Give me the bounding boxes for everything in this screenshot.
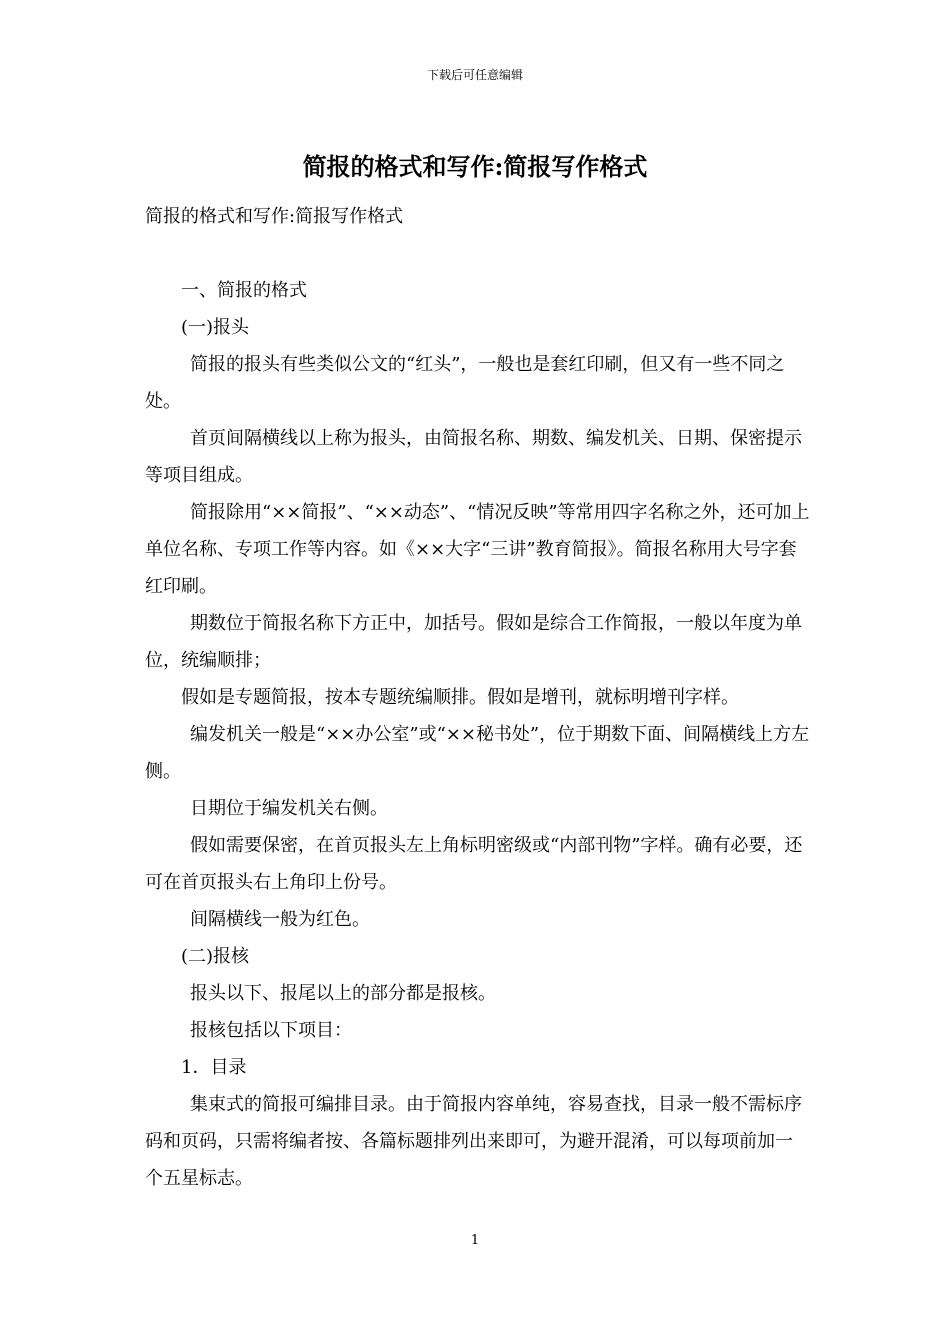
document-body <box>145 198 810 1197</box>
subsection-heading: (一)报头 <box>181 317 250 338</box>
body-paragraph: 期数位于简报名称下方正中，加括号。假如是综合工作简报，一般以年度为单位，统编顺排； <box>145 613 802 671</box>
body-paragraph: 简报除用“××简报”、“××动态”、“情况反映”等常用四字名称之外，还可加上单位名称、专项工作等内容。如《××大字“三讲”教育简报》。简报名称用大号字套红印刷。 <box>145 502 810 597</box>
body-paragraph: 首页间隔横线以上称为报头，由简报名称、期数、编发机关、日期、保密提示等项目组成。 <box>145 428 802 486</box>
subsection-heading: (二)报核 <box>181 946 250 967</box>
body-paragraph: 报头以下、报尾以上的部分都是报核。 <box>190 983 496 1004</box>
section-heading: 一、简报的格式 <box>181 280 307 301</box>
body-paragraph: 日期位于编发机关右侧。 <box>190 798 388 819</box>
document-subtitle: 简报的格式和写作:简报写作格式 <box>145 206 404 227</box>
body-paragraph: 假如是专题简报，按本专题统编顺排。假如是增刊，就标明增刊字样。 <box>181 687 739 708</box>
body-paragraph: 间隔横线一般为红色。 <box>190 909 370 930</box>
list-item-heading: 1．目录 <box>181 1057 247 1078</box>
body-paragraph: 假如需要保密，在首页报头左上角标明密级或“内部刊物”字样。确有必要，还可在首页报头右上角印上份号。 <box>145 835 803 893</box>
page-number: 1 <box>470 1233 480 1248</box>
body-paragraph: 编发机关一般是“××办公室”或“××秘书处”，位于期数下面、间隔横线上方左侧。 <box>145 724 810 782</box>
body-paragraph: 简报的报头有些类似公文的“红头”，一般也是套红印刷，但又有一些不同之处。 <box>145 354 785 412</box>
body-paragraph: 报核包括以下项目： <box>190 1020 352 1041</box>
page-header: 下载后可任意编辑 <box>426 68 523 82</box>
body-paragraph: 集束式的简报可编排目录。由于简报内容单纯，容易查找，目录一般不需标序码和页码，只需将编者按、各篇标题排列出来即可，为避开混淆，可以每项前加一个五星标志。 <box>145 1094 802 1189</box>
document-title: 简报的格式和写作:简报写作格式 <box>302 152 648 181</box>
